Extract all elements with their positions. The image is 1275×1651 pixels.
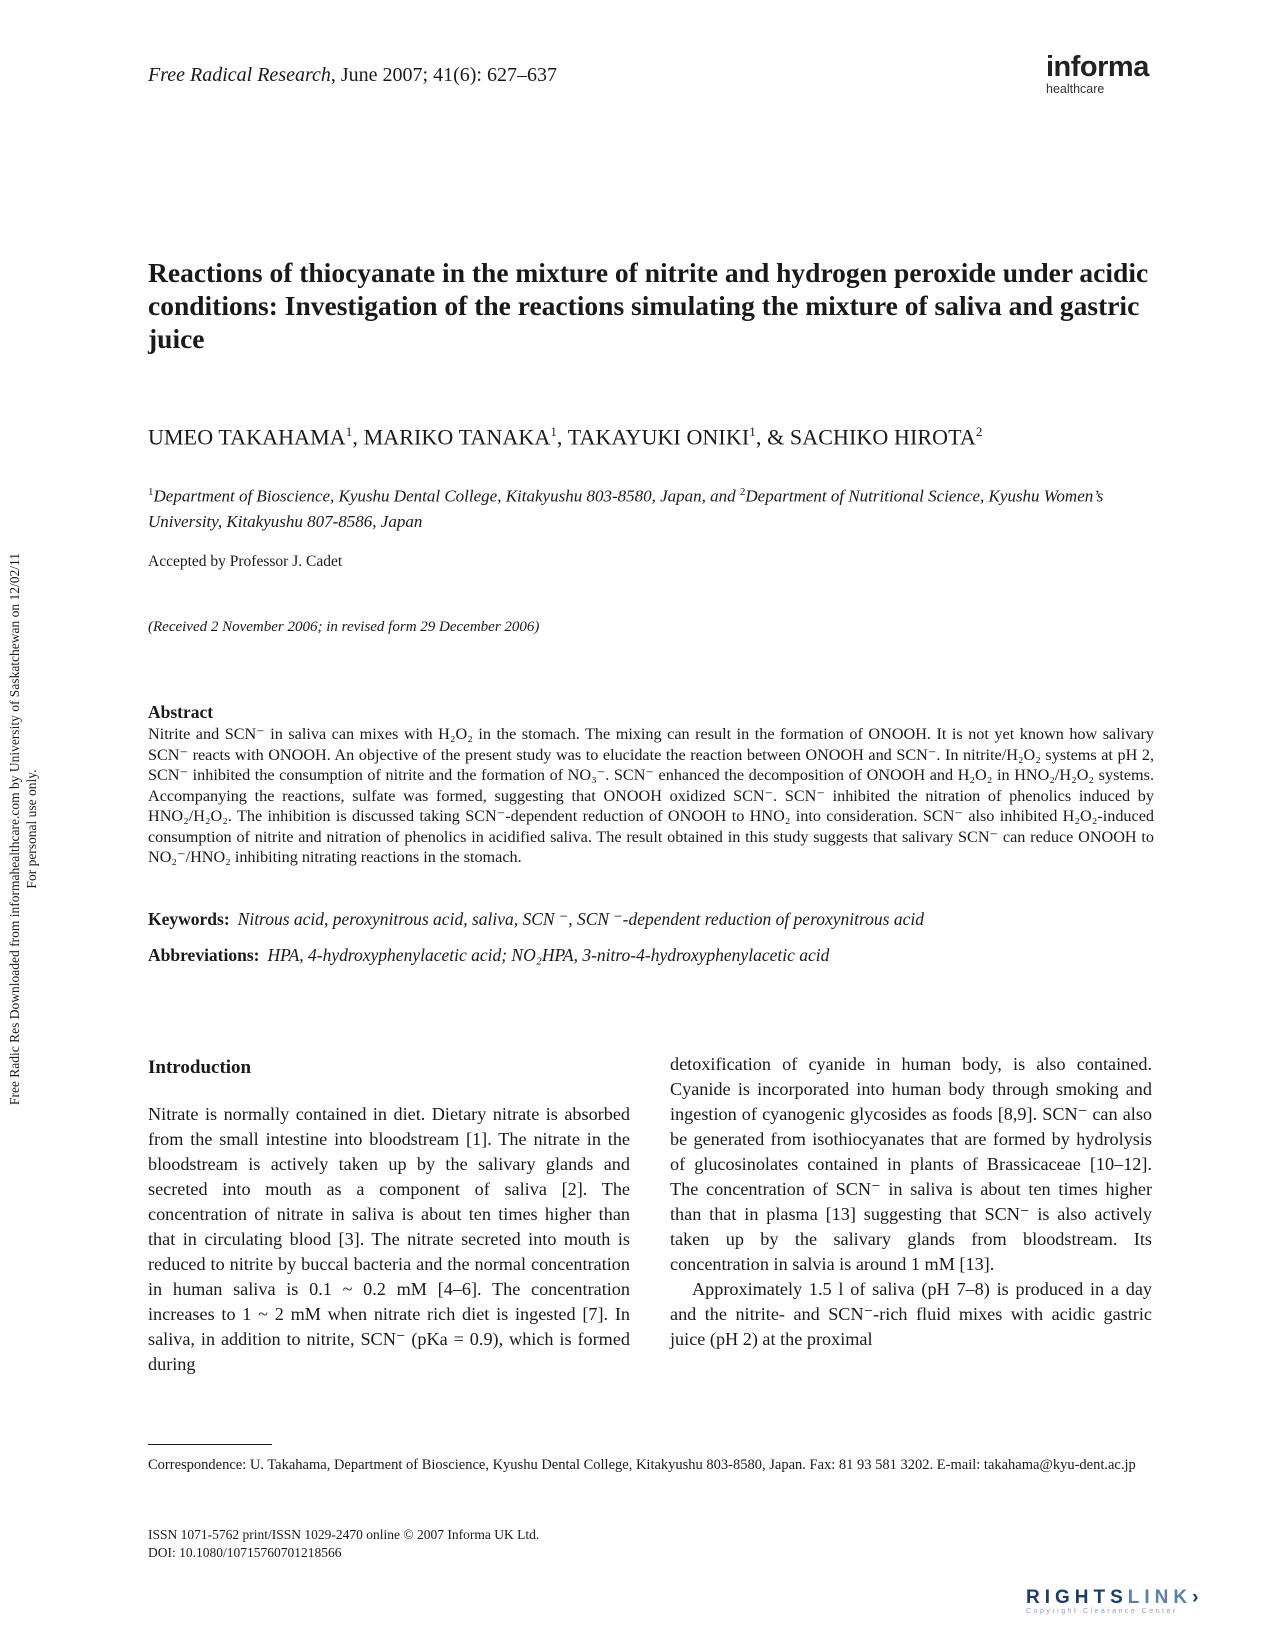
- author-affiliation-mark: 1: [345, 424, 353, 439]
- journal-issue: , June 2007; 41(6): 627–637: [330, 64, 557, 86]
- keywords-label: Keywords:: [148, 909, 230, 929]
- abstract-heading: Abstract: [148, 702, 214, 722]
- publisher-brand: informa: [1046, 51, 1149, 83]
- rightslink-wordmark: [1026, 1588, 1256, 1608]
- keywords-text: Nitrous acid, peroxynitrous acid, saliva, SCN ⁻, SCN ⁻-dependent reduction of peroxynitrous acid: [237, 909, 924, 929]
- informa-logo: [1046, 52, 1156, 96]
- rightslink-logo[interactable]: [1026, 1588, 1256, 1615]
- doi-line: DOI: 10.1080/10715760701218566: [148, 1545, 342, 1560]
- intro-paragraph-1: Nitrate is normally contained in diet. Dietary nitrate is absorbed from the small intestine into bloodstream [1]. The nitrate in the bloodstream is actively taken up by the salivary glands and secreted into mouth as a component of saliva [2]. The concentration of nitrate in saliva is about ten times higher than that in circulating blood [3]. The nitrate secreted into mouth is reduced to nitrite by buccal bacteria and the normal concentration in human saliva is 0.1 ~ 0.2 mM [4–6]. The concentration increases to 1 ~ 2 mM when nitrate rich diet is ingested [7]. In saliva, in addition to nitrite, SCN⁻ (pKa = 0.9), which is formed during: [148, 1104, 630, 1374]
- publisher-sub: healthcare: [1046, 82, 1105, 96]
- rightslink-subtitle: Copyright Clearance Center: [1026, 1608, 1178, 1615]
- author-list: [148, 424, 1158, 450]
- author-affiliation-mark: 1: [550, 424, 557, 439]
- author-separator: ,: [556, 424, 568, 450]
- affiliations: [148, 480, 1158, 534]
- download-watermark: [6, 484, 40, 1174]
- introduction-heading: Introduction: [148, 1057, 252, 1078]
- watermark-line-2: For personal use only.: [24, 769, 39, 889]
- accepted-by: Accepted by Professor J. Cadet: [148, 553, 343, 570]
- received-dates: (Received 2 November 2006; in revised form 29 December 2006): [148, 619, 540, 635]
- author-name: TAKAYUKI ONIKI: [567, 424, 750, 450]
- author-name: SACHIKO HIROTA: [789, 424, 976, 450]
- issn-block: [148, 1526, 539, 1562]
- affiliation-2: Department of Nutritional Science, Kyushu Women’s University, Kitakyushu 807-8586, Japan: [148, 486, 1104, 531]
- correspondence-footnote: Correspondence: U. Takahama, Department of Bioscience, Kyushu Dental College, Kitakyushu 803-8580, Japan. Fax: 81 93 581 3202. E-mail: takahama@kyu-dent.ac.jp: [148, 1457, 1136, 1473]
- footnote-rule: [148, 1444, 272, 1445]
- intro-column-left: [148, 1102, 630, 1377]
- intro-paragraph-3: Approximately 1.5 l of saliva (pH 7–8) is produced in a day and the nitrite- and SCN⁻-rich fluid mixes with acidic gastric juice (pH 2) at the proximal: [670, 1279, 1152, 1349]
- issn-line: ISSN 1071-5762 print/ISSN 1029-2470 online © 2007 Informa UK Ltd.: [148, 1527, 540, 1542]
- author-name: MARIKO TANAKA: [363, 424, 551, 450]
- abstract-body: Nitrite and SCN⁻ in saliva can mixes with H₂O₂ in the stomach. The mixing can result in the formation of ONOOH. It is not yet known how salivary SCN⁻ reacts with ONOOH. An objective of the present study was to elucidate the reaction between ONOOH and SCN⁻. In nitrite/H₂O₂ systems at pH 2, SCN⁻ inhibited the consumption of nitrite and the formation of NO₃⁻. SCN⁻ enhanced the decomposition of ONOOH and H₂O₂ in HNO₂/H₂O₂ systems. Accompanying the reactions, sulfate was formed, suggesting that ONOOH oxidized SCN⁻. SCN⁻ inhibited the nitration of phenolics induced by HNO₂/H₂O₂. The inhibition is discussed taking SCN⁻-dependent reduction of ONOOH to HNO₂ into consideration. SCN⁻ also inhibited H₂O₂-induced consumption of nitrite and nitration of phenolics in acidified saliva. The result obtained in this study suggests that salivary SCN⁻ can reduce ONOOH to NO₂⁻/HNO₂ inhibiting nitrating reactions in the stomach.: [148, 725, 1154, 866]
- abbreviations-text: HPA, 4-hydroxyphenylacetic acid; NO₂HPA, 3-nitro-4-hydroxyphenylacetic acid: [267, 945, 830, 965]
- rightslink-wordmark-b: LINK: [1127, 1587, 1193, 1608]
- abbreviations-label: Abbreviations:: [148, 945, 260, 965]
- affiliation-mark: 1: [148, 486, 154, 498]
- intro-paragraph-2: detoxification of cyanide in human body, is also contained. Cyanide is incorporated into human body through smoking and ingestion of cyanogenic glycosides as foods [8,9]. SCN⁻ can also be generated from isothiocyanates that are formed by hydrolysis of glucosinolates contained in plants of Brassicaceae [10–12]. The concentration of SCN⁻ in saliva is about ten times higher than that in plasma [13] suggesting that SCN⁻ is also actively taken up by the salivary glands from bloodstream. Its concentration in salvia is around 1 mM [13].: [670, 1054, 1152, 1274]
- article-title: Reactions of thiocyanate in the mixture of nitrite and hydrogen peroxide under acidic conditions: Investigation of the reactions simulating the mixture of saliva and gastric juice: [148, 257, 1149, 354]
- rightslink-arrow-icon: ›: [1192, 1587, 1204, 1608]
- author-separator: , &: [755, 424, 790, 450]
- author-affiliation-mark: 1: [749, 424, 756, 439]
- journal-citation: [148, 64, 557, 87]
- affiliation-1: Department of Bioscience, Kyushu Dental College, Kitakyushu 803-8580, Japan, and: [153, 486, 740, 506]
- journal-name: Free Radical Research: [148, 64, 331, 86]
- author-affiliation-mark: 2: [975, 424, 983, 439]
- intro-column-right: [670, 1052, 1152, 1352]
- watermark-line-1: Free Radic Res Downloaded from informahealthcare.com by University of Saskatchewan on 12/02/11: [7, 552, 22, 1106]
- keywords-line: [148, 909, 1158, 930]
- author-name: UMEO TAKAHAMA: [148, 424, 346, 450]
- rightslink-wordmark-a: RIGHTS: [1026, 1587, 1128, 1608]
- abbreviations-line: [148, 945, 1158, 966]
- author-separator: ,: [352, 424, 364, 450]
- affiliation-mark: 2: [739, 486, 746, 498]
